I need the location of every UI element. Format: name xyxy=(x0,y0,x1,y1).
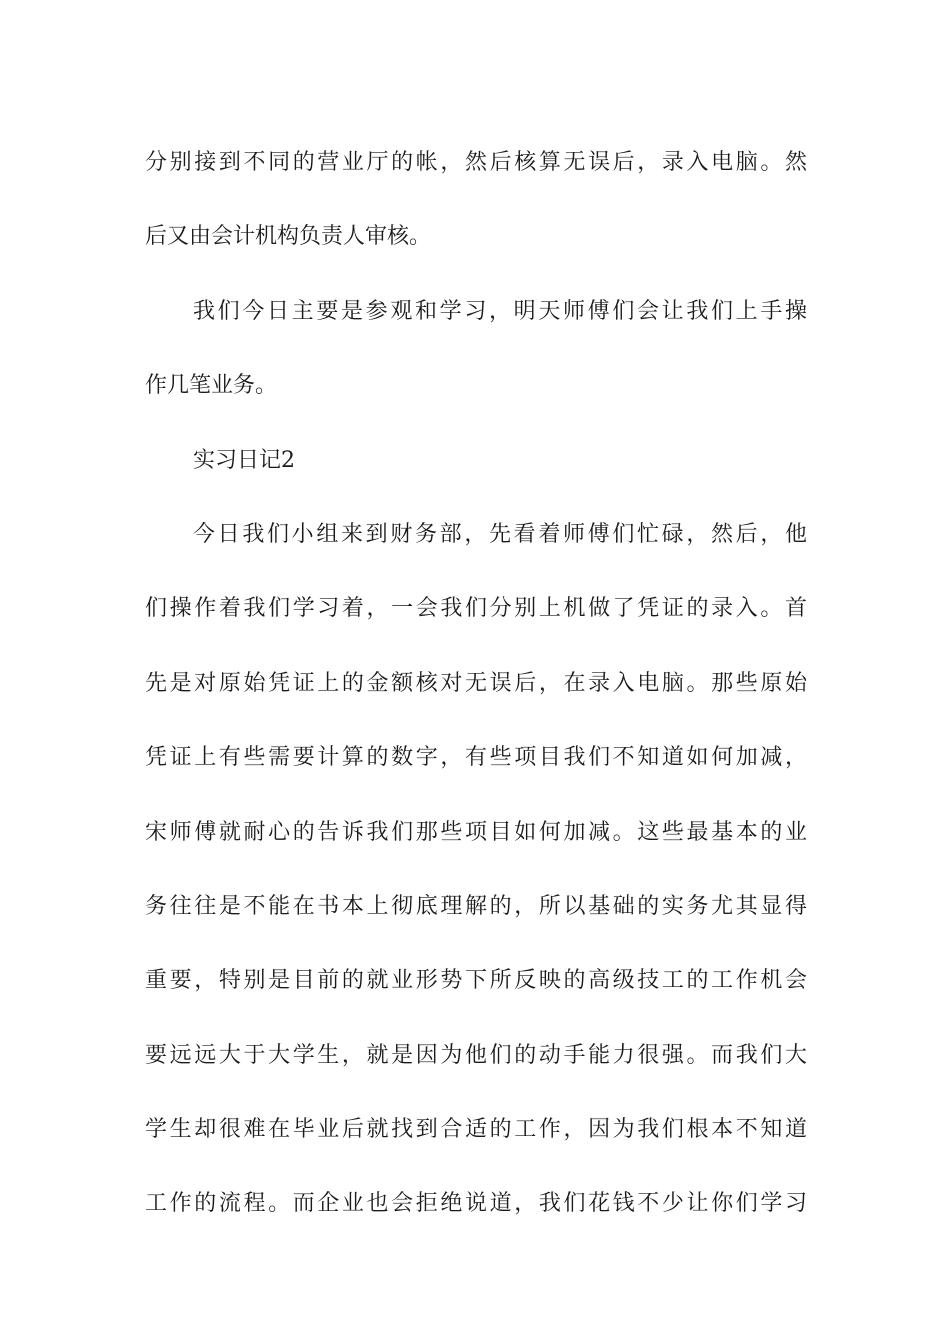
text-line: 要远远大于大学生，就是因为他们的动手能力很强。而我们大 xyxy=(145,1042,807,1068)
text-line: 分别接到不同的营业厅的帐，然后核算无误后，录入电脑。然 xyxy=(145,150,807,175)
text-line: 们操作着我们学习着，一会我们分别上机做了凭证的录入。首 xyxy=(145,596,807,622)
paragraph-1 xyxy=(145,126,807,275)
document-body xyxy=(145,126,807,1242)
text-line: 作几笔业务。 xyxy=(145,373,278,399)
text-line: 宋师傅就耐心的告诉我们那些项目如何加减。这些最基本的业 xyxy=(145,819,807,845)
text-line: 今日我们小组来到财务部，先看着师傅们忙碌，然后，他 xyxy=(193,521,807,547)
paragraph-3 xyxy=(145,498,807,1242)
text-line: 重要，特别是目前的就业形势下所反映的高级技工的工作机会 xyxy=(145,968,807,994)
text-line: 后又由会计机构负责人审核。 xyxy=(145,224,432,250)
text-line: 凭证上有些需要计算的数字，有些项目我们不知道如何加减， xyxy=(145,745,807,771)
text-line: 学生却很难在毕业后就找到合适的工作，因为我们根本不知道 xyxy=(145,1117,807,1143)
diary-heading xyxy=(145,424,807,498)
text-line: 工作的流程。而企业也会拒绝说道，我们花钱不少让你们学习 xyxy=(145,1191,807,1217)
section-heading: 实习日记2 xyxy=(193,447,295,473)
text-line: 务往往是不能在书本上彻底理解的，所以基础的实务尤其显得 xyxy=(145,893,807,919)
paragraph-2 xyxy=(145,275,807,424)
text-line: 我们今日主要是参观和学习，明天师傅们会让我们上手操 xyxy=(193,298,807,324)
text-line: 先是对原始凭证上的金额核对无误后，在录入电脑。那些原始 xyxy=(145,670,807,696)
